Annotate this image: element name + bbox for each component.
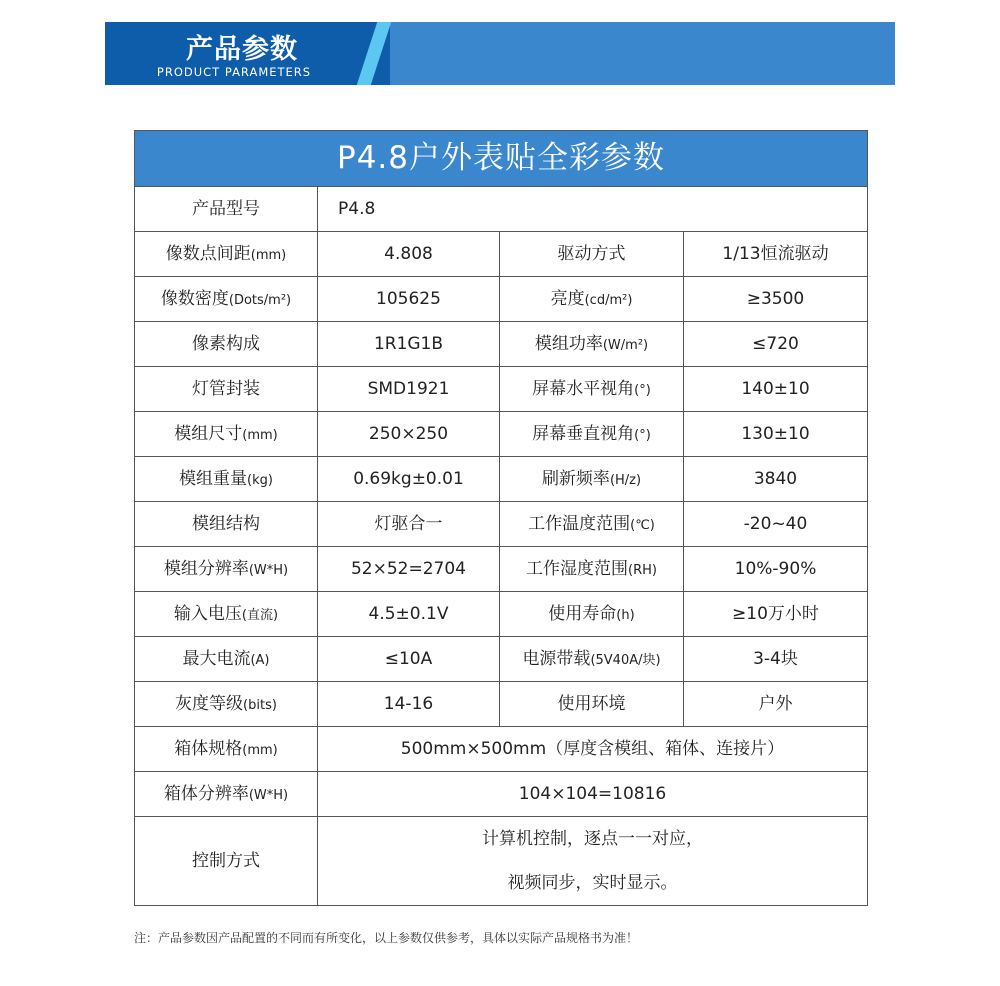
param-value: ≤10A bbox=[318, 637, 500, 682]
param-label-text: 屏幕水平视角 bbox=[532, 378, 635, 399]
parameter-table bbox=[134, 130, 868, 906]
table-row bbox=[135, 682, 868, 727]
table-caption-row bbox=[135, 131, 868, 187]
param-value: -20~40 bbox=[684, 502, 868, 547]
param-value: 3-4块 bbox=[684, 637, 868, 682]
param-label-unit: (mm) bbox=[242, 427, 278, 443]
param-label-unit: (°) bbox=[634, 427, 651, 443]
param-label bbox=[500, 322, 684, 367]
table-row bbox=[135, 637, 868, 682]
control-line-2: 视频同步，实时显示。 bbox=[507, 873, 678, 893]
param-label-text: 灰度等级 bbox=[175, 693, 244, 714]
param-label-text: 像素构成 bbox=[192, 333, 260, 354]
cabinet-size-label-text: 箱体规格 bbox=[174, 738, 243, 759]
param-label-text: 灯管封装 bbox=[192, 378, 260, 399]
param-value: SMD1921 bbox=[318, 367, 500, 412]
param-label-unit: (kg) bbox=[247, 472, 273, 488]
param-label-text: 电源带载 bbox=[522, 648, 591, 669]
param-label bbox=[500, 682, 684, 727]
table-row bbox=[135, 547, 868, 592]
param-value: 户外 bbox=[684, 682, 868, 727]
param-label-text: 模组结构 bbox=[192, 513, 260, 534]
param-label-text: 像数点间距 bbox=[165, 243, 251, 264]
param-label-unit: (°) bbox=[634, 382, 651, 398]
param-value: 14-16 bbox=[318, 682, 500, 727]
model-value: P4.8 bbox=[318, 187, 868, 232]
param-label bbox=[500, 547, 684, 592]
table-row-model bbox=[135, 187, 868, 232]
param-label-unit: (A) bbox=[250, 652, 270, 668]
param-label bbox=[135, 637, 318, 682]
table-row-cabinet-resolution bbox=[135, 772, 868, 817]
param-label-text: 最大电流 bbox=[182, 648, 251, 669]
param-label-unit: (RH) bbox=[628, 562, 657, 578]
param-label bbox=[135, 322, 318, 367]
param-label-text: 模组分辨率 bbox=[163, 558, 249, 579]
control-line-1: 计算机控制，逐点一一对应， bbox=[482, 829, 703, 849]
param-value: 10%-90% bbox=[684, 547, 868, 592]
param-label bbox=[135, 412, 318, 457]
param-label-text: 输入电压 bbox=[173, 603, 242, 624]
param-value: 1/13恒流驱动 bbox=[684, 232, 868, 277]
param-value: 0.69kg±0.01 bbox=[318, 457, 500, 502]
param-value: 灯驱合一 bbox=[318, 502, 500, 547]
param-label bbox=[500, 592, 684, 637]
param-label bbox=[135, 232, 318, 277]
param-label bbox=[500, 367, 684, 412]
param-label bbox=[500, 457, 684, 502]
param-label-text: 工作湿度范围 bbox=[526, 558, 629, 579]
footnote: 注：产品参数因产品配置的不同而有所变化，以上参数仅供参考，具体以实际产品规格书为准！ bbox=[134, 931, 639, 945]
param-label bbox=[135, 277, 318, 322]
param-label-text: 使用环境 bbox=[557, 693, 626, 714]
param-label-unit: (5V40A/块) bbox=[590, 652, 661, 668]
param-label-text: 像数密度 bbox=[160, 288, 229, 309]
table-row bbox=[135, 412, 868, 457]
param-label-text: 使用寿命 bbox=[548, 603, 617, 624]
param-label-unit: (bits) bbox=[243, 697, 277, 713]
cabinet-size-label-unit: (mm) bbox=[242, 742, 278, 758]
param-label bbox=[135, 682, 318, 727]
table-row bbox=[135, 592, 868, 637]
param-label bbox=[135, 457, 318, 502]
cabinet-resolution-label-unit: (W*H) bbox=[248, 787, 289, 803]
param-label-unit: (mm) bbox=[250, 247, 287, 263]
param-label-text: 驱动方式 bbox=[557, 243, 626, 264]
table-row bbox=[135, 367, 868, 412]
table-row bbox=[135, 502, 868, 547]
param-value: 1R1G1B bbox=[318, 322, 500, 367]
param-value: 105625 bbox=[318, 277, 500, 322]
param-value: 250×250 bbox=[318, 412, 500, 457]
param-label bbox=[500, 502, 684, 547]
table-row bbox=[135, 322, 868, 367]
param-value: 4.808 bbox=[318, 232, 500, 277]
table-row bbox=[135, 232, 868, 277]
param-label bbox=[135, 547, 318, 592]
table-row-control bbox=[135, 817, 868, 906]
param-label-text: 屏幕垂直视角 bbox=[532, 423, 635, 444]
param-label bbox=[135, 367, 318, 412]
cabinet-resolution-label bbox=[135, 772, 318, 817]
control-label: 控制方式 bbox=[135, 817, 318, 906]
param-value: 3840 bbox=[684, 457, 868, 502]
param-label-unit: (H/z) bbox=[609, 472, 642, 488]
param-label bbox=[500, 232, 684, 277]
param-label-text: 模组功率 bbox=[534, 333, 603, 354]
table-row-cabinet-size bbox=[135, 727, 868, 772]
table-caption: P4.8户外表贴全彩参数 bbox=[135, 131, 868, 187]
param-label-text: 刷新频率 bbox=[541, 468, 610, 489]
param-label bbox=[500, 412, 684, 457]
cabinet-resolution-value: 104×104=10816 bbox=[318, 772, 868, 817]
cabinet-resolution-label-text: 箱体分辨率 bbox=[163, 783, 249, 804]
table-row bbox=[135, 277, 868, 322]
param-label-text: 模组尺寸 bbox=[174, 423, 243, 444]
param-label-unit: (cd/m²) bbox=[584, 292, 633, 308]
cabinet-size-value: 500mm×500mm（厚度含模组、箱体、连接片） bbox=[318, 727, 868, 772]
param-value: 4.5±0.1V bbox=[318, 592, 500, 637]
param-label bbox=[500, 637, 684, 682]
table-row bbox=[135, 457, 868, 502]
param-label bbox=[500, 277, 684, 322]
param-label-unit: (W/m²) bbox=[602, 337, 649, 353]
param-label bbox=[135, 502, 318, 547]
param-value: ≤720 bbox=[684, 322, 868, 367]
param-label-unit: (W*H) bbox=[248, 562, 289, 578]
param-label bbox=[135, 592, 318, 637]
param-label-text: 工作温度范围 bbox=[528, 513, 631, 534]
param-label-unit: (h) bbox=[616, 607, 635, 623]
param-value: ≥3500 bbox=[684, 277, 868, 322]
control-value bbox=[318, 817, 868, 906]
banner-title: 产品参数 bbox=[186, 34, 298, 65]
param-value: 140±10 bbox=[684, 367, 868, 412]
cabinet-size-label bbox=[135, 727, 318, 772]
param-label-text: 模组重量 bbox=[179, 468, 248, 489]
banner-subtitle: PRODUCT PARAMETERS bbox=[156, 65, 312, 79]
param-value: 52×52=2704 bbox=[318, 547, 500, 592]
param-label-unit: (℃) bbox=[630, 517, 655, 533]
param-value: ≥10万小时 bbox=[684, 592, 868, 637]
param-label-text: 亮度 bbox=[550, 288, 585, 309]
model-label: 产品型号 bbox=[135, 187, 318, 232]
header-banner bbox=[105, 22, 895, 85]
param-label-unit: (Dots/m²) bbox=[228, 292, 292, 308]
param-value: 130±10 bbox=[684, 412, 868, 457]
param-label-unit: (直流) bbox=[241, 607, 279, 623]
